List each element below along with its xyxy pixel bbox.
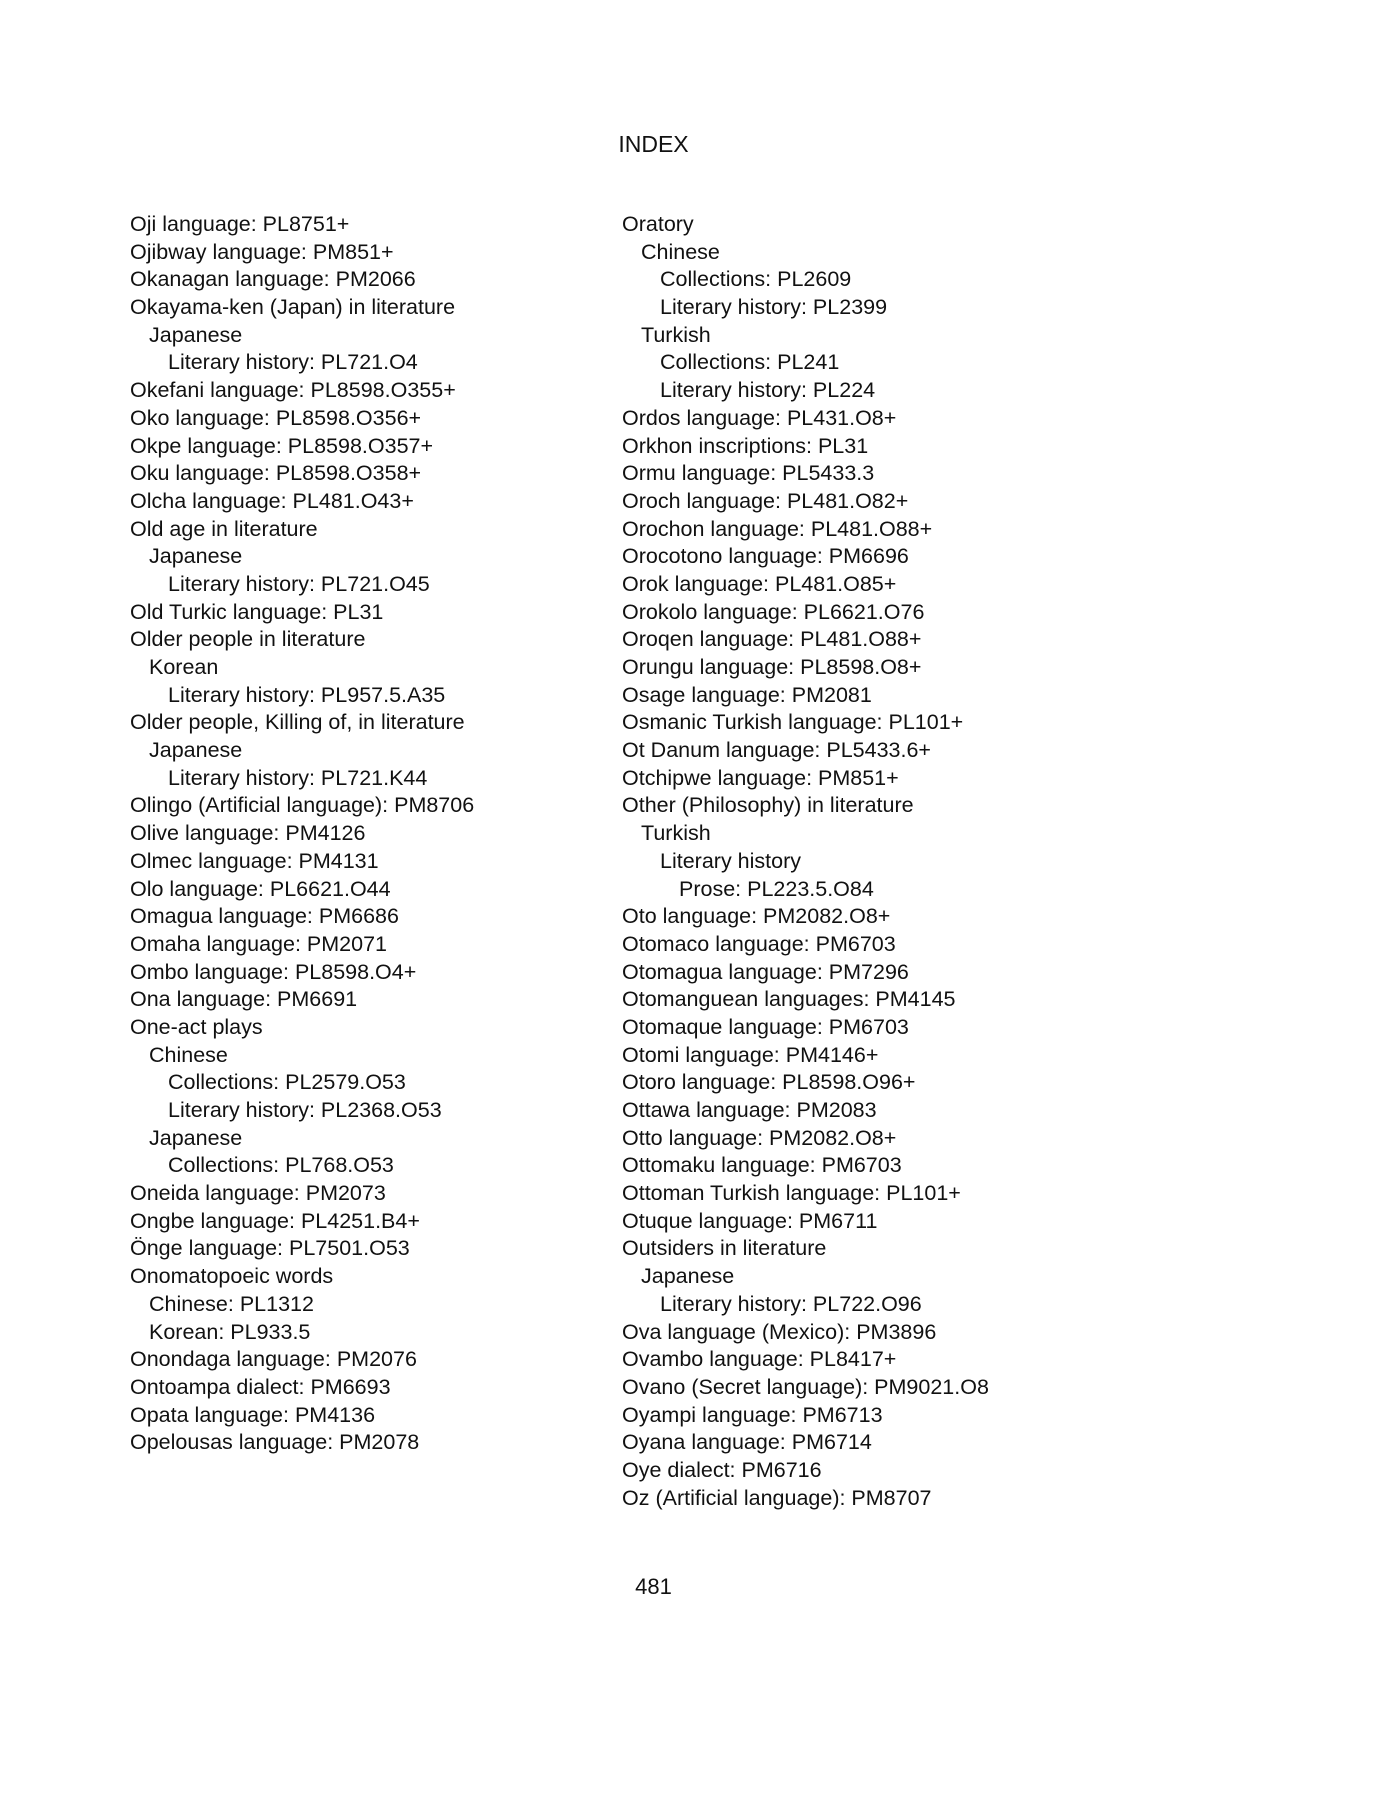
index-entry: Oku language: PL8598.O358+: [130, 461, 422, 486]
index-entry: Oroch language: PL481.O82+: [622, 488, 909, 513]
index-entry: Orkhon inscriptions: PL31: [622, 433, 869, 458]
index-entry: Osage language: PM2081: [622, 682, 872, 707]
index-entry: Korean: PL933.5: [149, 1319, 311, 1344]
index-entry: Ottomaku language: PM6703: [622, 1153, 902, 1178]
index-entry: Okpe language: PL8598.O357+: [130, 433, 434, 458]
index-entry: Otuque language: PM6711: [622, 1208, 878, 1233]
index-entry: Onondaga language: PM2076: [130, 1347, 417, 1372]
index-entry: Collections: PL241: [660, 350, 840, 375]
index-entry: Otchipwe language: PM851+: [622, 765, 899, 790]
index-entry: Literary history: PL957.5.A35: [168, 682, 446, 707]
index-entry: Orok language: PL481.O85+: [622, 571, 897, 596]
index-column-right: [622, 211, 1182, 1512]
index-entry: Collections: PL2609: [660, 267, 852, 292]
page-number: 481: [635, 1574, 672, 1599]
index-entry: Olingo (Artificial language): PM8706: [130, 793, 475, 818]
index-entry: Chinese: [641, 239, 720, 264]
index-entry: Japanese: [149, 1125, 243, 1150]
index-entry: Oji language: PL8751+: [130, 212, 350, 236]
index-entry: Olo language: PL6621.O44: [130, 876, 391, 901]
index-entry: Olive language: PM4126: [130, 821, 366, 846]
index-entry: Omaha language: PM2071: [130, 931, 387, 956]
index-entry: Japanese: [149, 738, 243, 763]
index-entry: Okefani language: PL8598.O355+: [130, 378, 456, 403]
index-entry: Oz (Artificial language): PM8707: [622, 1485, 932, 1510]
index-entry: Opata language: PM4136: [130, 1402, 376, 1427]
index-entry: Literary history: PL2399: [660, 295, 888, 320]
index-entry: Orochon language: PL481.O88+: [622, 516, 933, 541]
index-entry: Outsiders in literature: [622, 1236, 827, 1261]
index-entry: Ovambo language: PL8417+: [622, 1347, 897, 1372]
index-entry: Oroqen language: PL481.O88+: [622, 627, 922, 652]
index-entry: Oye dialect: PM6716: [622, 1457, 822, 1482]
index-entry: Oratory: [622, 212, 694, 236]
index-entry: Otomaco language: PM6703: [622, 931, 896, 956]
index-entry: Oko language: PL8598.O356+: [130, 405, 422, 430]
index-entry: Turkish: [641, 821, 711, 846]
index-entry: Ot Danum language: PL5433.6+: [622, 738, 931, 763]
index-entry: Japanese: [149, 544, 243, 569]
index-entry: Japanese: [641, 1264, 735, 1289]
index-entry: Ordos language: PL431.O8+: [622, 405, 897, 430]
index-entry: Okanagan language: PM2066: [130, 267, 416, 292]
index-entry: Ona language: PM6691: [130, 987, 358, 1012]
index-entry: Otomi language: PM4146+: [622, 1042, 879, 1067]
index-entry: Literary history: [660, 848, 801, 873]
index-entry: Ottoman Turkish language: PL101+: [622, 1181, 961, 1206]
index-entry: Otto language: PM2082.O8+: [622, 1125, 897, 1150]
index-entry: Chinese: [149, 1042, 228, 1067]
index-entry: Korean: [149, 655, 219, 679]
index-entry: Other (Philosophy) in literature: [622, 793, 914, 818]
index-entry: Literary history: PL224: [660, 378, 876, 403]
index-entry: Ottawa language: PM2083: [622, 1098, 877, 1122]
index-entry: Otomagua language: PM7296: [622, 959, 909, 984]
index-entry: Ombo language: PL8598.O4+: [130, 959, 417, 984]
index-entry: Old age in literature: [130, 516, 318, 541]
index-entry: Okayama-ken (Japan) in literature: [130, 295, 456, 320]
index-entry: Literary history: PL721.K44: [168, 765, 428, 790]
page-header: INDEX: [618, 131, 689, 157]
index-entry: Ovano (Secret language): PM9021.O8: [622, 1374, 989, 1399]
index-column-left: [130, 211, 600, 1457]
index-entry: Omagua language: PM6686: [130, 904, 399, 929]
index-entry: Osmanic Turkish language: PL101+: [622, 710, 964, 735]
index-entry: Opelousas language: PM2078: [130, 1430, 420, 1455]
index-entry: One-act plays: [130, 1014, 263, 1039]
index-entry: Otoro language: PL8598.O96+: [622, 1070, 916, 1095]
index-entry: Literary history: PL721.O45: [168, 571, 430, 596]
index-entry: Orungu language: PL8598.O8+: [622, 655, 922, 679]
index-entry: Oto language: PM2082.O8+: [622, 904, 891, 929]
index-entry: Orocotono language: PM6696: [622, 544, 909, 569]
index-entry: Oneida language: PM2073: [130, 1181, 386, 1206]
index-entry: Old Turkic language: PL31: [130, 599, 384, 624]
index-entry: Orokolo language: PL6621.O76: [622, 599, 925, 624]
index-entry: Literary history: PL722.O96: [660, 1291, 922, 1316]
index-entry: Ormu language: PL5433.3: [622, 461, 875, 486]
index-entry: Olmec language: PM4131: [130, 848, 379, 873]
index-entry: Onomatopoeic words: [130, 1264, 334, 1289]
index-entry: Otomanguean languages: PM4145: [622, 987, 956, 1012]
index-entry: Collections: PL2579.O53: [168, 1070, 406, 1095]
index-entry: Ojibway language: PM851+: [130, 239, 394, 264]
index-entry: Literary history: PL721.O4: [168, 350, 418, 375]
index-entry: Collections: PL768.O53: [168, 1153, 394, 1178]
index-entry: Literary history: PL2368.O53: [168, 1098, 442, 1122]
index-entry: Ontoampa dialect: PM6693: [130, 1374, 391, 1399]
index-entry: Chinese: PL1312: [149, 1291, 314, 1316]
index-entry: Japanese: [149, 322, 243, 347]
index-entry: Prose: PL223.5.O84: [679, 876, 874, 901]
index-entry: Oyampi language: PM6713: [622, 1402, 883, 1427]
index-entry: Older people, Killing of, in literature: [130, 710, 465, 735]
index-entry: Otomaque language: PM6703: [622, 1014, 909, 1039]
index-entry: Oyana language: PM6714: [622, 1430, 872, 1455]
index-entry: Turkish: [641, 322, 711, 347]
index-entry: Older people in literature: [130, 627, 366, 652]
index-entry: Ova language (Mexico): PM3896: [622, 1319, 937, 1344]
index-entry: Önge language: PL7501.O53: [130, 1236, 410, 1261]
index-entry: Olcha language: PL481.O43+: [130, 488, 414, 513]
index-entry: Ongbe language: PL4251.B4+: [130, 1208, 420, 1233]
